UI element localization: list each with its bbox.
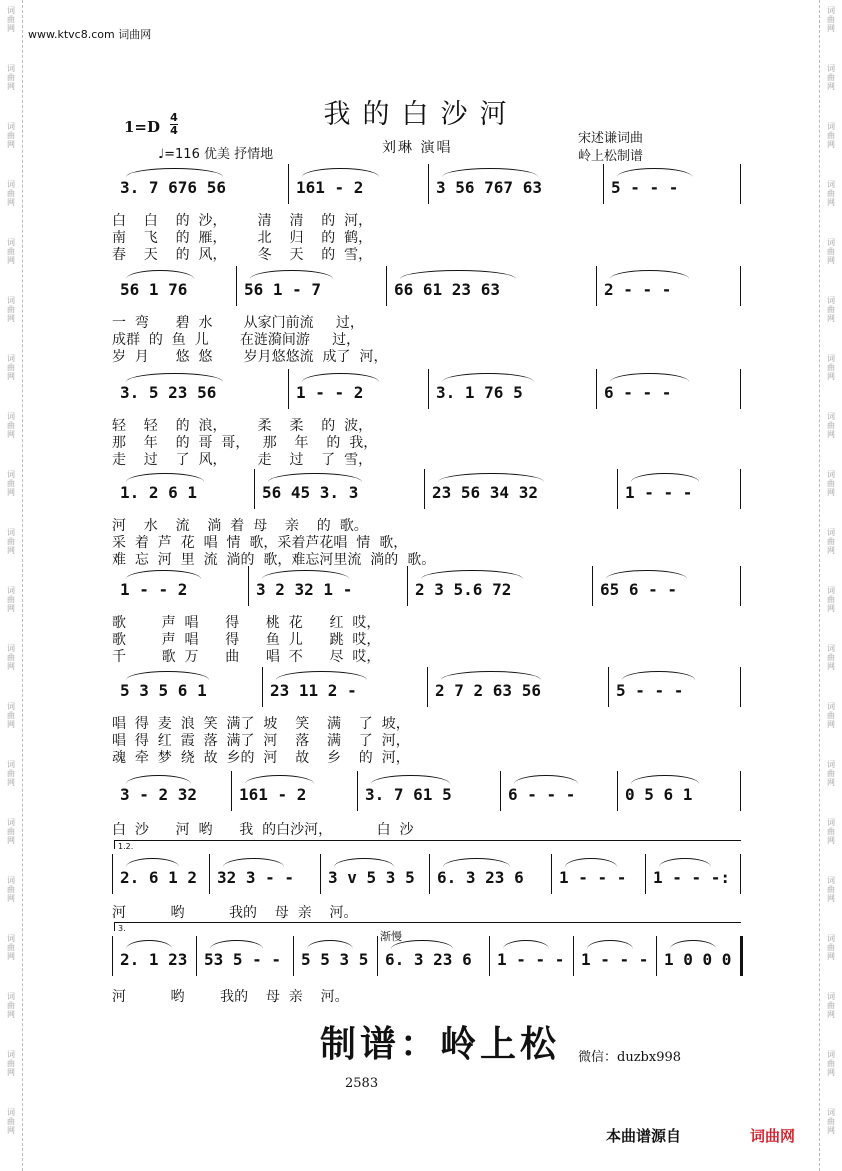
barline [573,936,574,976]
slur-mark [442,373,534,382]
lyric-line: 轻 轻 的 浪， 柔 柔 的 波， [112,418,373,434]
slur-mark [391,940,453,949]
watermark-mark: 词 曲 网 [827,64,835,91]
watermark-mark: 词 曲 网 [827,1108,835,1135]
score-system [0,383,842,413]
watermark-mark: 词 曲 网 [7,296,15,323]
lyric-line: 难 忘 河 里 流 淌的 歌，难忘河里流 淌的 歌。 [112,552,436,568]
measure-notes: 2. 1 23 [120,950,188,969]
watermark-mark: 词 曲 网 [827,760,835,787]
barline [320,854,321,894]
measure-notes: 3 v 5 3 5 [328,868,415,887]
slur-mark [126,570,201,579]
transcriber-credit: 岭上松制谱 [578,149,644,164]
score-system [0,178,842,208]
lyric-line: 唱 得 红 霞 落 满了 河 落 满 了 河， [112,733,410,749]
lyric-line: 南 飞 的 雁， 北 归 的 鹤， [112,230,373,246]
barline [386,266,387,306]
measure-notes: 66 61 23 63 [394,280,500,299]
slur-mark [268,473,362,482]
measure-notes: 53 5 - - [204,950,282,969]
barline [740,469,741,509]
watermark-mark: 词 曲 网 [7,238,15,265]
slur-mark [126,858,179,867]
slur-mark [514,775,578,784]
slur-mark [126,671,209,680]
time-signature-bottom: 4 [170,124,178,137]
page-number: 2583 [345,1076,379,1091]
barline [740,936,743,976]
watermark-mark: 词 曲 网 [827,1050,835,1077]
slur-mark [659,858,711,867]
measure-notes: 3 56 767 63 [436,178,542,197]
tempo-marking: ♩=116 优美 抒情地 [158,147,274,162]
time-signature-top: 4 [170,111,178,124]
slur-mark [443,858,510,867]
lyric-line: 那 年 的 哥 哥， 那 年 的 我， [112,435,378,451]
measure-notes: 1 0 0 0 [664,950,732,969]
measure-notes: 3. 7 676 56 [120,178,226,197]
barline [608,667,609,707]
measure-notes: 3. 7 61 5 [365,785,452,804]
volta-bracket [114,840,741,849]
barline [357,771,358,811]
slur-mark [610,270,689,279]
measure-notes: 1 - - -: [653,868,731,887]
lyric-line: 春 天 的 风， 冬 天 的 雪， [112,247,373,263]
watermark-mark: 词 曲 网 [7,586,15,613]
slur-mark [334,858,394,867]
measure-notes: 5 3 5 6 1 [120,681,207,700]
barline [209,854,210,894]
barline [740,369,741,409]
lyric-line: 河 水 流 淌 着 母 亲 的 歌。 [112,518,368,534]
watermark-mark: 词 曲 网 [7,412,15,439]
measure-notes: 5 - - - [616,681,684,700]
slur-mark [587,940,633,949]
slur-mark [126,775,191,784]
measure-notes: 23 56 34 32 [432,483,538,502]
watermark-mark: 词 曲 网 [827,818,835,845]
barline [262,667,263,707]
measure-notes: 2 7 2 63 56 [435,681,541,700]
measure-notes: 65 6 - - [600,580,678,599]
barline [428,164,429,204]
watermark-mark: 词 曲 网 [7,876,15,903]
measure-notes: 161 - 2 [296,178,364,197]
barline [377,936,378,976]
song-title: 我的白沙河 [323,99,519,130]
watermark-mark: 词 曲 网 [7,644,15,671]
watermark-mark: 词 曲 网 [7,6,15,33]
barline [740,164,741,204]
lyric-line: 河 哟 我的 母 亲 河。 [112,905,358,921]
slur-mark [302,373,379,382]
barline [740,854,741,894]
measure-notes: 1 - - 2 [120,580,188,599]
measure-notes: 3 - 2 32 [120,785,198,804]
slur-mark [223,858,284,867]
measure-notes: 1 - - - [581,950,649,969]
barline [196,936,197,976]
slur-mark [438,473,544,482]
barline [500,771,501,811]
lyric-line: 歌 声 唱 得 桃 花 红 哎， [112,615,381,631]
watermark-mark: 词 曲 网 [827,644,835,671]
barline [428,369,429,409]
slur-mark [302,168,379,177]
barline [740,771,741,811]
barline [112,936,113,976]
slur-mark [606,570,687,579]
lyric-line: 歌 声 唱 得 鱼 儿 跳 哎， [112,632,381,648]
measure-notes: 5 - - - [611,178,679,197]
barline [288,369,289,409]
lyric-line: 河 哟 我的 母 亲 河。 [112,989,349,1005]
watermark-mark: 词 曲 网 [827,238,835,265]
barline [645,854,646,894]
volta-label: 1.2. [118,842,134,851]
barline [424,469,425,509]
barline [293,936,294,976]
watermark-mark: 词 曲 网 [827,586,835,613]
watermark-mark: 词 曲 网 [827,354,835,381]
measure-notes: 3 2 32 1 - [256,580,353,599]
barline [617,469,618,509]
maker-signature: 制谱：岭上松 [320,1023,561,1065]
barline [656,936,657,976]
measure-notes: 2. 6 1 2 [120,868,198,887]
watermark-mark: 词 曲 网 [7,122,15,149]
measure-notes: 2 - - - [604,280,672,299]
barline [596,266,597,306]
measure-notes: 1 - - - [559,868,627,887]
slur-mark [441,671,541,680]
slur-mark [631,473,699,482]
slur-mark [262,570,349,579]
lyric-line: 走 过 了 风， 走 过 了 雪， [112,452,373,468]
measure-notes: 3. 1 76 5 [436,383,523,402]
measure-notes: 0 5 6 1 [625,785,693,804]
watermark-mark: 词 曲 网 [7,818,15,845]
score-system [0,580,842,610]
volta-label: 3. [118,924,126,933]
measure-notes: 5 5 3 5 [301,950,369,969]
score-system [0,280,842,310]
watermark-mark: 词 曲 网 [827,412,835,439]
watermark-mark: 词 曲 网 [7,470,15,497]
key-signature: 1=D [124,118,161,136]
barline [740,266,741,306]
slur-mark [371,775,450,784]
slur-mark [245,775,314,784]
slur-mark [276,671,367,680]
score-system [0,483,842,513]
lyric-line: 成群 的 鱼 儿 在涟漪间游 过， [112,332,361,348]
source-label: 本曲谱源自 [606,1127,682,1145]
measure-notes: 56 45 3. 3 [262,483,359,502]
barline [112,854,113,894]
barline [740,566,741,606]
watermark-mark: 词 曲 网 [7,702,15,729]
barline [551,854,552,894]
watermark-mark: 词 曲 网 [7,180,15,207]
slur-mark [126,270,194,279]
slur-mark [670,940,716,949]
watermark-mark: 词 曲 网 [827,876,835,903]
barline [596,369,597,409]
slur-mark [250,270,333,279]
watermark-mark: 词 曲 网 [827,180,835,207]
watermark-mark: 词 曲 网 [827,6,835,33]
watermark-mark: 词 曲 网 [7,992,15,1019]
lyric-line: 白 沙 河 哟 我 的白沙河， 白 沙 [112,822,414,838]
barline [254,469,255,509]
lyric-line: 白 白 的 沙， 清 清 的 河， [112,213,373,229]
barline [427,667,428,707]
watermark-mark: 词 曲 网 [7,528,15,555]
measure-notes: 3. 5 23 56 [120,383,217,402]
measure-notes: 1 - - 2 [296,383,364,402]
measure-notes: 6. 3 23 6 [385,950,472,969]
barline [429,854,430,894]
slur-mark [210,940,263,949]
watermark-mark: 词 曲 网 [7,354,15,381]
watermark-mark: 词 曲 网 [7,1050,15,1077]
barline [740,667,741,707]
watermark-mark: 词 曲 网 [827,122,835,149]
measure-notes: 6 - - - [508,785,576,804]
lyric-line: 魂 牵 梦 绕 故 乡的 河 故 乡 的 河， [112,750,410,766]
lyric-line: 一 弯 碧 水 从家门前流 过， [112,315,364,331]
slur-mark [617,168,692,177]
watermark-mark: 词 曲 网 [827,528,835,555]
slur-mark [307,940,353,949]
measure-notes: 56 1 - 7 [244,280,322,299]
barline [407,566,408,606]
site-url[interactable]: www.ktvc8.com 词曲网 [28,28,152,41]
singer-credit: 刘琳 演唱 [382,140,453,156]
slur-mark [400,270,516,279]
watermark-mark: 词 曲 网 [7,64,15,91]
slur-mark [126,473,204,482]
measure-notes: 1 - - - [497,950,565,969]
slur-mark [610,373,689,382]
volta-bracket [114,922,741,931]
measure-notes: 1 - - - [625,483,693,502]
watermark-mark: 词 曲 网 [827,296,835,323]
slur-mark [622,671,695,680]
barline [236,266,237,306]
time-signature [170,112,178,137]
measure-notes: 1. 2 6 1 [120,483,198,502]
tempo-annotation: 渐慢 [380,930,402,943]
watermark-mark: 词 曲 网 [7,760,15,787]
barline [288,164,289,204]
slur-mark [442,168,538,177]
slur-mark [631,775,699,784]
measure-notes: 2 3 5.6 72 [415,580,512,599]
watermark-mark: 词 曲 网 [827,992,835,1019]
score-system [0,785,842,815]
watermark-mark: 词 曲 网 [827,702,835,729]
watermark-mark: 词 曲 网 [7,1108,15,1135]
composer-credit: 宋述谦词曲 [578,131,644,146]
watermark-mark: 词 曲 网 [827,470,835,497]
watermark-mark: 词 曲 网 [7,934,15,961]
barline [617,771,618,811]
slur-mark [503,940,549,949]
lyric-line: 唱 得 麦 浪 笑 满了 坡 笑 满 了 坡， [112,716,410,732]
slur-mark [126,373,223,382]
barline [489,936,490,976]
score-system [0,681,842,711]
measure-notes: 32 3 - - [217,868,295,887]
barline [248,566,249,606]
measure-notes: 6. 3 23 6 [437,868,524,887]
measure-notes: 161 - 2 [239,785,307,804]
slur-mark [126,940,172,949]
barline [603,164,604,204]
measure-notes: 6 - - - [604,383,672,402]
slur-mark [565,858,617,867]
source-brand-link[interactable]: 词曲网 [750,1127,796,1145]
barline [231,771,232,811]
wechat-contact: 微信：duzbx998 [578,1050,682,1065]
measure-notes: 56 1 76 [120,280,188,299]
score-system [0,842,842,898]
measure-notes: 23 11 2 - [270,681,357,700]
barline [592,566,593,606]
watermark-mark: 词 曲 网 [827,934,835,961]
slur-mark [421,570,523,579]
lyric-line: 采 着 芦 花 唱 情 歌，采着芦花唱 情 歌， [112,535,408,551]
lyric-line: 千 歌 万 曲 唱 不 尽 哎， [112,649,381,665]
slur-mark [126,168,223,177]
lyric-line: 岁 月 悠 悠 岁月悠悠流 成了 河， [112,349,388,365]
